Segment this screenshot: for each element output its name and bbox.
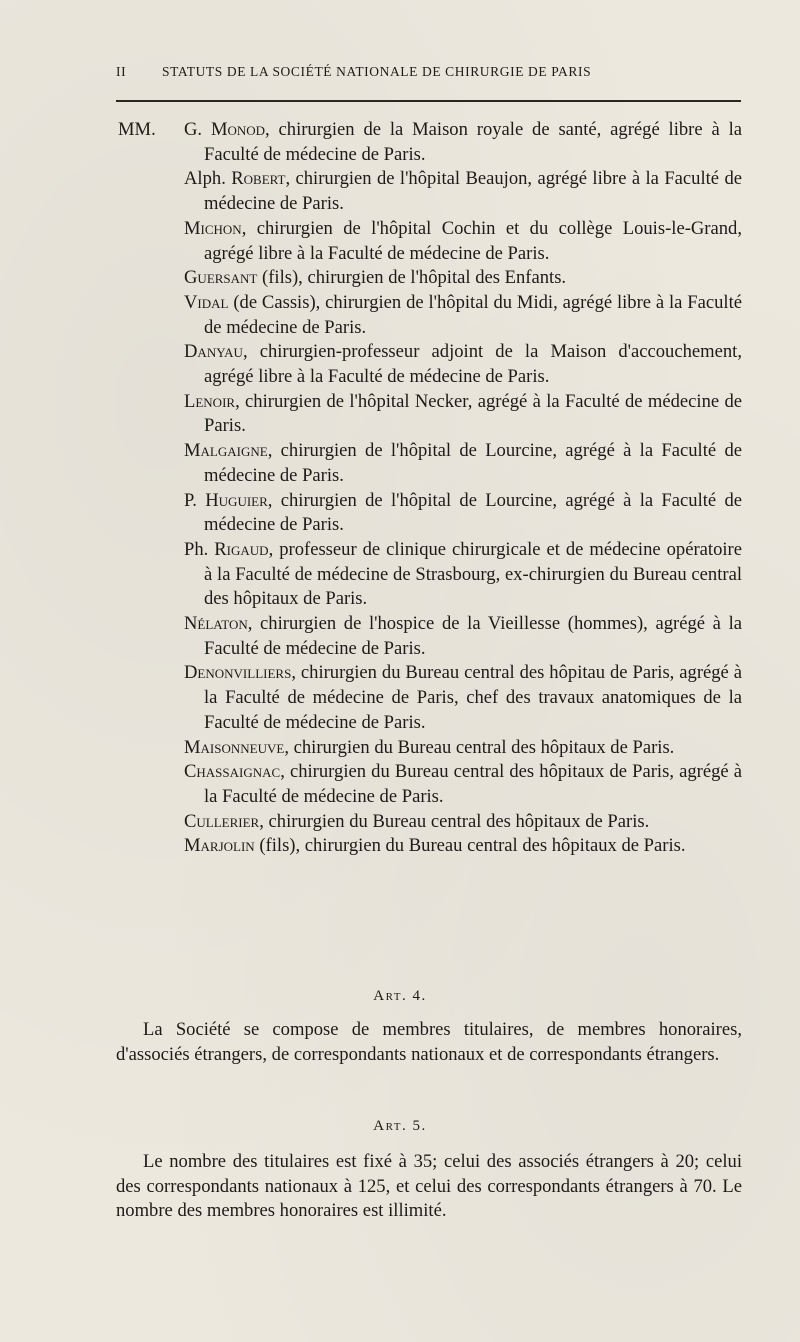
member-description: , chirurgien du Bureau central des hôpitau de Paris, agrégé à la Faculté de médecine de Paris, chef des travaux anatomiques de la Faculté de médecine de Paris. [204,662,742,733]
member-name: Michon [184,217,242,239]
member-description: , chirurgien de l'hôpital de Lourcine, agrégé à la Faculté de médecine de Paris. [204,489,743,536]
member-description: , chirurgien de l'hospice de la Vieillesse (hommes), agrégé à la Faculté de médecine de Paris. [204,613,742,659]
member-name: Cullerier [184,810,260,832]
member-name: Rigaud [214,538,269,560]
member-description: , chirurgien de l'hôpital Beaujon, agrégé libre à la Faculté de médecine de Paris. [204,168,743,215]
member-entry [184,834,742,859]
member-entry [184,538,742,612]
article-5-heading: Art. 5. [373,1118,427,1134]
member-description: , professeur de clinique chirurgicale et de médecine opératoire à la Faculté de médecine de Strasbourg, ex-chirurgien du Bureau central des hôpitaux de Paris. [204,538,742,610]
article-4-text: La Société se compose de membres titulaires, de membres honoraires, d'associés étrangers, de correspondants nationaux et de correspondants étrangers. [116,1019,742,1065]
member-description: (de Cassis), chirurgien de l'hôpital du Midi, agrégé libre à la Faculté de médecine de Paris. [204,291,742,338]
header-rule [116,100,741,102]
member-entry [184,340,742,389]
member-name: Vidal [184,291,229,313]
article-5-text: Le nombre des titulaires est fixé à 35; celui des associés étrangers à 20; celui des correspondants nationaux à 125, et celui des correspondants étrangers à 70. Le nombre des membres honoraires est illimité. [116,1151,742,1222]
member-initial: Alph. [184,168,232,190]
member-description: , chirurgien du Bureau central des hôpitaux de Paris, agrégé à la Faculté de médecine de Paris. [204,761,742,807]
member-entry [184,266,742,291]
member-initial: P. [184,489,206,511]
member-initial: Ph. [184,538,215,560]
member-entry [184,736,742,761]
member-name: Monod [210,119,266,140]
member-description: , chirurgien du Bureau central des hôpitaux de Paris. [259,810,650,832]
member-entry [184,291,742,340]
member-description: , chirurgien de l'hôpital Cochin et du collège Louis-le-Grand, agrégé libre à la Faculté de médecine de Paris. [204,217,742,264]
member-name: Huguier [205,489,268,511]
member-description: (fils), chirurgien du Bureau central des hôpitaux de Paris. [254,835,686,857]
member-name: Malgaigne [184,440,268,462]
member-name: Maisonneuve [184,736,285,758]
member-name: Danyau [184,341,243,363]
member-entry [184,217,742,266]
page-number: II [116,64,127,79]
member-name: Denonvilliers [184,662,292,684]
member-list [118,118,742,859]
member-name: Chassaignac [184,761,281,783]
member-description: , chirurgien de l'hôpital Necker, agrégé à la Faculté de médecine de Paris. [204,390,742,437]
member-entry [184,118,742,167]
member-name: Guersant [184,267,258,289]
member-entry [184,439,742,488]
member-description: , chirurgien de l'hôpital de Lourcine, agrégé à la Faculté de médecine de Paris. [204,440,742,486]
member-description: , chirurgien de la Maison royale de santé, agrégé libre à la Faculté de médecine de Paris. [204,119,742,165]
article-4-heading: Art. 4. [373,988,427,1004]
member-description: , chirurgien-professeur adjoint de la Maison d'accouchement, agrégé libre à la Faculté de médecine de Paris. [204,341,742,388]
members-label: MM. [118,119,156,140]
member-entry [184,760,742,809]
member-entry [184,810,742,835]
member-description: , chirurgien du Bureau central des hôpitaux de Paris. [284,736,675,758]
member-description: (fils), chirurgien de l'hôpital des Enfants. [257,267,567,289]
member-name: Nélaton [184,613,248,635]
running-title: STATUTS DE LA SOCIÉTÉ NATIONALE DE CHIRURGIE DE PARIS [162,64,592,79]
member-name: Lenoir [184,390,236,412]
member-initial: G. [184,119,211,140]
member-entry [184,390,742,439]
member-name: Marjolin [184,835,255,857]
member-entry [184,612,742,661]
member-entry [184,167,742,216]
member-name: Robert [231,168,286,190]
member-entry [184,489,742,538]
member-entry [184,661,742,735]
